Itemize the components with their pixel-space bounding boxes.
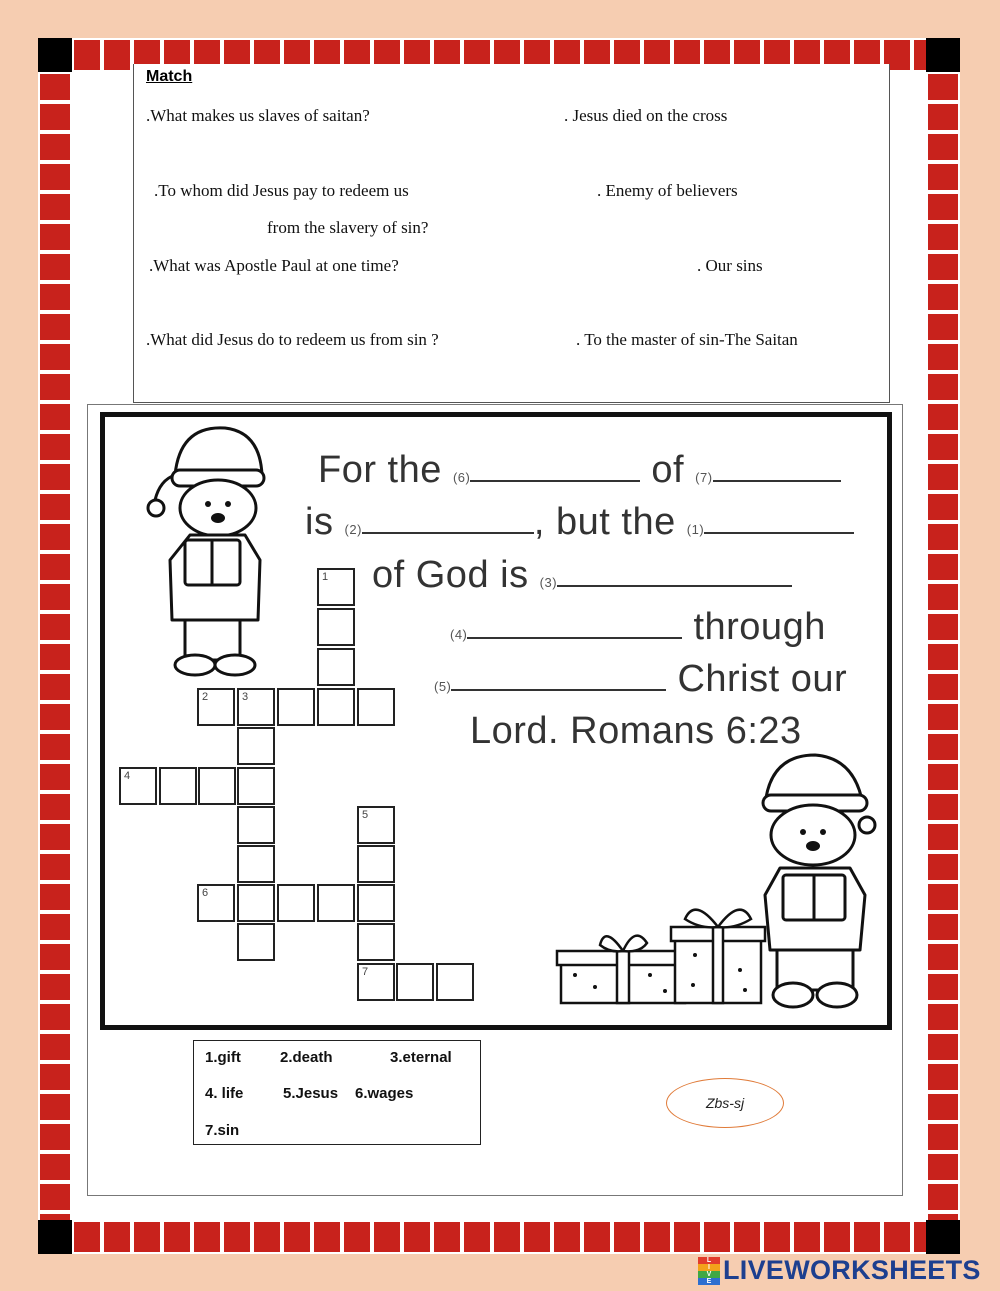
crossword-cell[interactable] <box>357 963 395 1001</box>
verse-blank-6[interactable] <box>470 452 640 482</box>
crossword-cell[interactable] <box>237 845 275 883</box>
crossword-cell[interactable] <box>357 688 395 726</box>
verse-blank-5[interactable] <box>451 661 666 691</box>
corner-star-icon <box>38 1220 72 1254</box>
corner-star-icon <box>926 1220 960 1254</box>
match-question: .To whom did Jesus pay to redeem us <box>154 181 409 200</box>
verse-blank-3[interactable] <box>557 557 792 587</box>
verse-text: of <box>651 449 685 491</box>
crossword-cell[interactable] <box>317 688 355 726</box>
crossword-cell[interactable] <box>197 688 235 726</box>
word-bank-item: 1.gift <box>205 1049 241 1066</box>
word-bank-item: 7.sin <box>205 1122 240 1139</box>
crossword-cell[interactable] <box>159 767 197 805</box>
blank-number: (7) <box>695 470 713 485</box>
girl-caroler-illustration <box>755 750 880 1015</box>
crossword-cell[interactable] <box>357 884 395 922</box>
blank-number: (4) <box>450 627 468 642</box>
author-signature: Zbs-sj <box>666 1078 784 1128</box>
verse-text: through <box>693 606 826 648</box>
verse-line-1 <box>318 449 841 492</box>
blank-number: (2) <box>344 522 362 537</box>
crossword-cell[interactable] <box>317 884 355 922</box>
crossword-cell[interactable] <box>237 884 275 922</box>
word-bank-item: 6.wages <box>355 1085 414 1102</box>
logo-letter: L <box>698 1257 720 1264</box>
clue-number: 5 <box>362 809 369 821</box>
verse-line-4 <box>450 606 826 649</box>
verse-text: Christ our <box>677 658 848 700</box>
blank-number: (1) <box>686 522 705 537</box>
clue-number: 7 <box>362 966 369 978</box>
liveworksheets-logo[interactable] <box>698 1255 981 1286</box>
logo-letter: I <box>698 1264 720 1271</box>
corner-star-icon <box>926 38 960 72</box>
crossword-cell[interactable] <box>277 884 315 922</box>
clue-number: 4 <box>124 770 131 782</box>
clue-number: 2 <box>202 691 209 703</box>
brand-name: LIVEWORKSHEETS <box>723 1255 981 1285</box>
bottom-star-border <box>74 1222 926 1252</box>
crossword-cell[interactable] <box>237 727 275 765</box>
verse-blank-1[interactable] <box>704 504 854 534</box>
crossword-cell[interactable] <box>119 767 157 805</box>
match-answer[interactable]: . Enemy of believers <box>597 181 738 200</box>
gift-boxes-illustration <box>555 895 770 1010</box>
verse-text: is <box>305 501 334 543</box>
verse-blank-2[interactable] <box>362 504 534 534</box>
crossword-cell[interactable] <box>317 608 355 646</box>
blank-number: (6) <box>452 470 471 485</box>
clue-number: 6 <box>202 887 209 899</box>
word-bank-item: 5.Jesus <box>283 1085 339 1102</box>
crossword-cell[interactable] <box>357 923 395 961</box>
left-star-border <box>40 74 70 1220</box>
crossword-cell[interactable] <box>357 845 395 883</box>
verse-text: , but the <box>533 501 676 543</box>
crossword-cell[interactable] <box>396 963 434 1001</box>
verse-line-2 <box>305 501 854 544</box>
match-title: Match <box>146 68 193 85</box>
word-bank-item: 4. life <box>205 1085 244 1102</box>
verse-line-3 <box>372 554 792 597</box>
match-question-continued: from the slavery of sin? <box>267 218 429 237</box>
verse-line-6: Lord. Romans 6:23 <box>470 710 802 752</box>
blank-number: (3) <box>539 575 558 590</box>
crossword-cell[interactable] <box>237 806 275 844</box>
crossword-cell[interactable] <box>436 963 474 1001</box>
crossword-cell[interactable] <box>357 806 395 844</box>
match-question: .What makes us slaves of saitan? <box>146 106 370 125</box>
crossword-cell[interactable] <box>198 767 236 805</box>
match-question: .What did Jesus do to redeem us from sin ? <box>146 330 439 349</box>
verse-text: of God is <box>372 554 529 596</box>
verse-blank-4[interactable] <box>467 609 682 639</box>
match-answer[interactable]: . To the master of sin-The Saitan <box>576 330 798 349</box>
match-answer[interactable]: . Our sins <box>697 256 763 275</box>
crossword-cell[interactable] <box>237 688 275 726</box>
clue-number: 3 <box>242 691 249 703</box>
crossword-cell[interactable] <box>317 568 355 606</box>
verse-blank-7[interactable] <box>713 452 841 482</box>
verse-text: For the <box>318 449 442 491</box>
crossword-cell[interactable] <box>197 884 235 922</box>
logo-letter: E <box>698 1278 720 1285</box>
blank-number: (5) <box>434 679 452 694</box>
clue-number: 1 <box>322 571 329 583</box>
liveworksheets-logo-icon <box>698 1257 720 1285</box>
verse-line-5 <box>434 658 847 701</box>
crossword-cell[interactable] <box>237 923 275 961</box>
corner-star-icon <box>38 38 72 72</box>
crossword-cell[interactable] <box>317 648 355 686</box>
match-answer[interactable]: . Jesus died on the cross <box>564 106 728 125</box>
crossword-cell[interactable] <box>237 767 275 805</box>
crossword-cell[interactable] <box>277 688 315 726</box>
word-bank-item: 2.death <box>280 1049 333 1066</box>
right-star-border <box>928 74 958 1220</box>
boy-caroler-illustration <box>140 420 280 680</box>
word-bank-item: 3.eternal <box>390 1049 452 1066</box>
logo-letter: V <box>698 1271 720 1278</box>
match-question: .What was Apostle Paul at one time? <box>149 256 399 275</box>
